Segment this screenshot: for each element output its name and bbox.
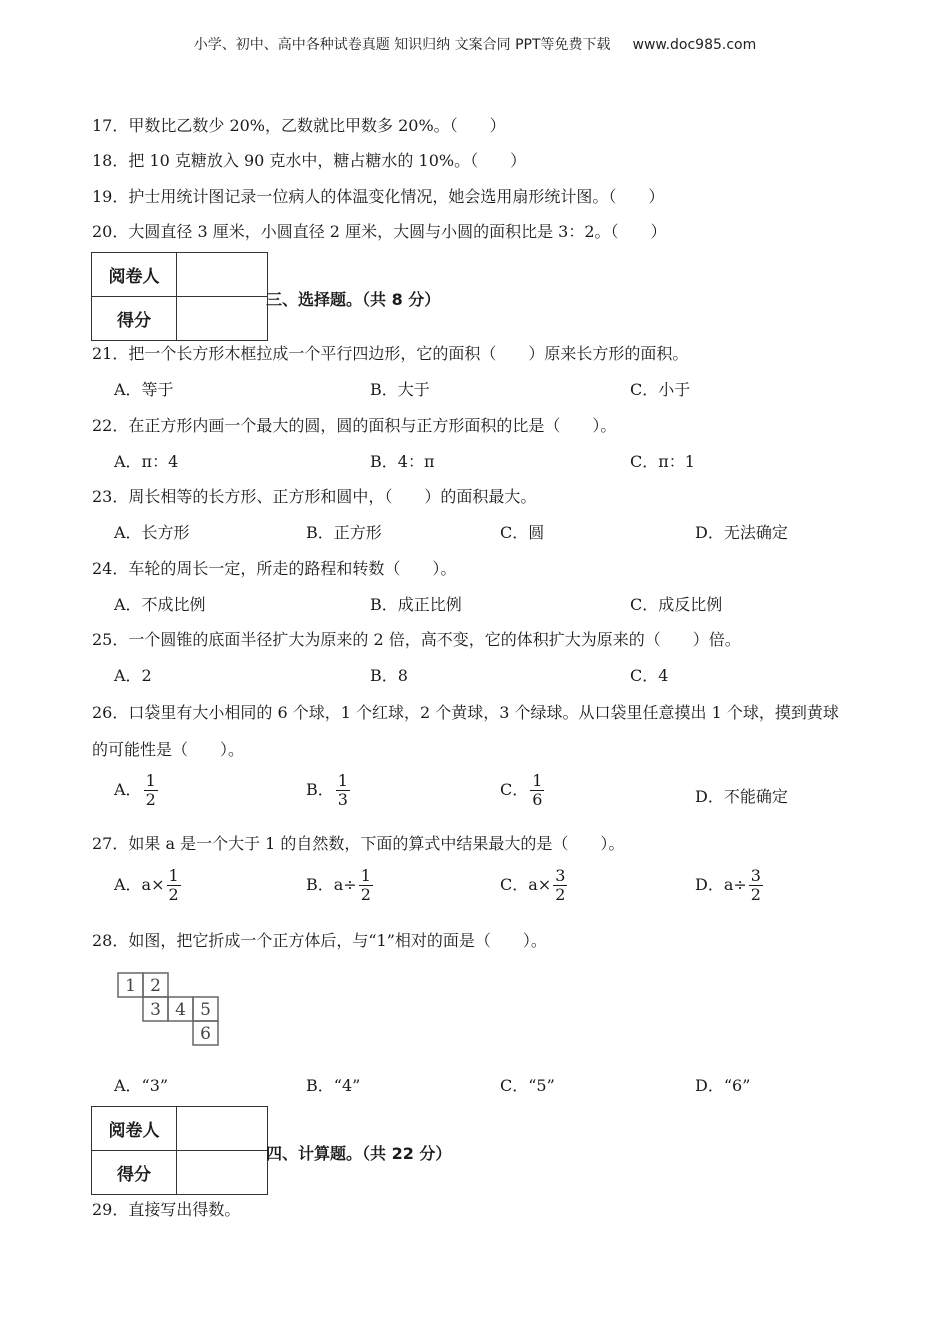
q26-option-c [500, 772, 544, 809]
q28-option-b: B．“4” [306, 1076, 361, 1095]
numerator: 1 [532, 771, 543, 790]
q27-option-d [695, 867, 763, 904]
score-blank [177, 1151, 268, 1195]
grader-box-section3 [91, 252, 268, 341]
q26-option-c-label: C． [500, 780, 529, 799]
q27-option-c [500, 867, 567, 904]
q28-option-c: C．“5” [500, 1076, 555, 1095]
question-22: 22．在正方形内画一个最大的圆，圆的面积与正方形面积的比是（ ）。 [92, 416, 617, 435]
q21-option-b: B．大于 [370, 380, 430, 399]
header-text: 小学、初中、高中各种试卷真题 知识归纳 文案合同 PPT等免费下载 [193, 37, 611, 53]
question-18: 18．把 10 克糖放入 90 克水中，糖占糖水的 10%。（ ） [92, 151, 527, 170]
fraction [749, 867, 763, 904]
q23-option-d: D．无法确定 [695, 523, 788, 542]
question-17: 17．甲数比乙数少 20%，乙数就比甲数多 20%。（ ） [92, 116, 506, 135]
denominator: 2 [168, 885, 179, 904]
section3-title: 三、选择题。（共 8 分） [266, 290, 441, 309]
score-blank [177, 297, 268, 341]
q27-option-a-label: A．a× [114, 875, 165, 894]
q28-option-a: A．“3” [114, 1076, 169, 1095]
q26-option-a-label: A． [114, 780, 142, 799]
reviewer-label: 阅卷人 [92, 253, 177, 297]
fraction [144, 772, 158, 809]
question-21: 21．把一个长方形木框拉成一个平行四边形，它的面积（ ）原来长方形的面积。 [92, 344, 689, 363]
grader-box-section4 [91, 1106, 268, 1195]
reviewer-label: 阅卷人 [92, 1107, 177, 1151]
fraction [359, 867, 373, 904]
denominator: 2 [555, 885, 566, 904]
question-27: 27．如果 a 是一个大于 1 的自然数，下面的算式中结果最大的是（ ）。 [92, 834, 625, 853]
q27-option-a [114, 867, 181, 904]
q28-option-d: D．“6” [695, 1076, 751, 1095]
cube-net-figure [116, 971, 220, 1049]
q22-option-b: B．4：π [370, 452, 435, 471]
q27-option-c-label: C．a× [500, 875, 552, 894]
fraction [167, 867, 181, 904]
numerator: 3 [750, 866, 761, 885]
score-label: 得分 [92, 1151, 177, 1195]
net-label-3: 3 [150, 1000, 161, 1020]
q26-option-b-label: B． [306, 780, 334, 799]
section4-title: 四、计算题。（共 22 分） [266, 1144, 452, 1163]
denominator: 2 [750, 885, 761, 904]
fraction [336, 772, 350, 809]
question-23: 23．周长相等的长方形、正方形和圆中，（ ）的面积最大。 [92, 487, 537, 506]
q26-option-d: D．不能确定 [695, 787, 788, 806]
numerator: 1 [337, 771, 348, 790]
q22-option-a: A．π：4 [114, 452, 179, 471]
numerator: 1 [360, 866, 371, 885]
q23-option-b: B．正方形 [306, 523, 382, 542]
denominator: 2 [145, 790, 156, 809]
q24-option-c: C．成反比例 [630, 595, 723, 614]
q24-option-b: B．成正比例 [370, 595, 462, 614]
q23-option-a: A．长方形 [114, 523, 190, 542]
q27-option-b-label: B．a÷ [306, 875, 357, 894]
question-26-line2: 的可能性是（ ）。 [92, 740, 245, 759]
question-24: 24．车轮的周长一定，所走的路程和转数（ ）。 [92, 559, 457, 578]
question-28: 28．如图，把它折成一个正方体后，与“1”相对的面是（ ）。 [92, 931, 547, 950]
denominator: 6 [532, 790, 543, 809]
q25-option-c: C．4 [630, 666, 669, 685]
question-19: 19．护士用统计图记录一位病人的体温变化情况，她会选用扇形统计图。（ ） [92, 187, 665, 206]
q23-option-c: C．圆 [500, 523, 545, 542]
reviewer-blank [177, 253, 268, 297]
q25-option-b: B．8 [370, 666, 408, 685]
fraction [530, 772, 544, 809]
q22-option-c: C．π：1 [630, 452, 695, 471]
header-site: www.doc985.com [632, 37, 757, 53]
net-label-4: 4 [175, 1000, 186, 1020]
reviewer-blank [177, 1107, 268, 1151]
q25-option-a: A．2 [114, 666, 152, 685]
numerator: 1 [145, 771, 156, 790]
q24-option-a: A．不成比例 [114, 595, 206, 614]
page-header [0, 34, 950, 54]
q21-option-c: C．小于 [630, 380, 691, 399]
net-label-6: 6 [200, 1024, 211, 1044]
question-25: 25．一个圆锥的底面半径扩大为原来的 2 倍，高不变，它的体积扩大为原来的（ ）倍。 [92, 630, 741, 649]
question-26-line1: 26．口袋里有大小相同的 6 个球，1 个红球，2 个黄球，3 个绿球。从口袋里任意摸出 1 个球，摸到黄球 [92, 703, 839, 722]
question-29: 29．直接写出得数。 [92, 1200, 241, 1219]
q26-option-a [114, 772, 158, 809]
q26-option-b [306, 772, 350, 809]
numerator: 3 [555, 866, 566, 885]
denominator: 3 [337, 790, 348, 809]
score-label: 得分 [92, 297, 177, 341]
net-label-5: 5 [200, 1000, 211, 1020]
net-label-2: 2 [150, 976, 161, 996]
question-20: 20．大圆直径 3 厘米，小圆直径 2 厘米，大圆与小圆的面积比是 3：2。（ ） [92, 222, 667, 241]
q21-option-a: A．等于 [114, 380, 174, 399]
denominator: 2 [360, 885, 371, 904]
q27-option-b [306, 867, 373, 904]
numerator: 1 [168, 866, 179, 885]
fraction [553, 867, 567, 904]
q27-option-d-label: D．a÷ [695, 875, 747, 894]
net-label-1: 1 [125, 976, 136, 996]
